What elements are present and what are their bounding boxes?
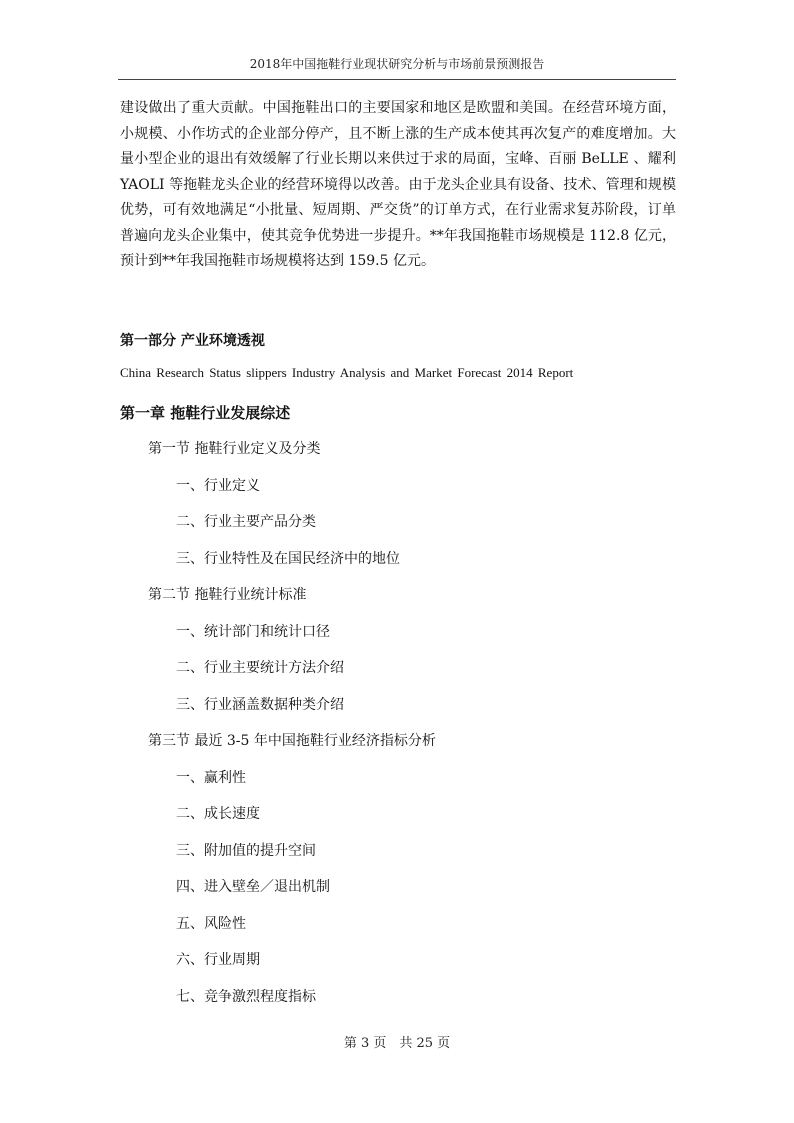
english-subtitle: China Research Status slippers Industry Analysis and Market Forecast 2014 Report — [120, 365, 574, 380]
intro-paragraph: 建设做出了重大贡献。中国拖鞋出口的主要国家和地区是欧盟和美国。在经营环境方面，小规模、小作坊式的企业部分停产，且不断上涨的生产成本使其再次复产的难度增加。大量小型企业的退出有效缓解了行业长期以来供过于求的局面，宝峰、百丽 BeLLE 、耀利 YAOLI 等拖鞋龙头企业的经营环境得以改善。由于龙头企业具有设备、技术、管理和规模优势，可有效地满足“小批量、短周期、严交货”的订单方式，在行业需求复苏阶段，订单普遍向龙头企业集中，使其竞争优势进一步提升。**年我国拖鞋市场规模是 112.8 亿元，预计到**年我国拖鞋市场规模将达到 159.5 亿元。 — [120, 100, 676, 269]
toc-item: 二、行业主要统计方法介绍 — [176, 660, 344, 676]
page-header: 2018年中国拖鞋行业现状研究分析与市场前景预测报告 — [249, 57, 545, 71]
toc-item: 三、行业特性及在国民经济中的地位 — [176, 550, 400, 567]
toc-item: 二、成长速度 — [176, 806, 260, 822]
header-divider — [118, 79, 676, 80]
toc-item: 六、行业周期 — [176, 952, 260, 968]
toc-item: 一、行业定义 — [176, 477, 260, 494]
table-of-contents — [0, 438, 436, 1022]
toc-item: 一、统计部门和统计口径 — [176, 623, 330, 640]
page-footer: 第 3 页 共 25 页 — [343, 1036, 451, 1051]
part-title: 第一部分 产业环境透视 — [120, 333, 265, 349]
toc-item: 七、竞争激烈程度指标 — [176, 988, 316, 1005]
toc-item: 四、进入壁垒／退出机制 — [176, 879, 330, 895]
toc-item: 二、行业主要产品分类 — [176, 514, 316, 530]
toc-section-1: 第一节 拖鞋行业定义及分类 — [148, 441, 321, 457]
toc-item: 五、风险性 — [176, 915, 246, 932]
toc-item: 三、行业涵盖数据种类介绍 — [176, 696, 344, 713]
toc-item: 一、赢利性 — [176, 769, 246, 786]
toc-section-2: 第二节 拖鞋行业统计标准 — [148, 587, 307, 603]
toc-section-3: 第三节 最近 3-5 年中国拖鞋行业经济指标分析 — [148, 733, 436, 749]
chapter-title: 第一章 拖鞋行业发展综述 — [120, 404, 291, 422]
toc-item: 三、附加值的提升空间 — [176, 842, 316, 859]
